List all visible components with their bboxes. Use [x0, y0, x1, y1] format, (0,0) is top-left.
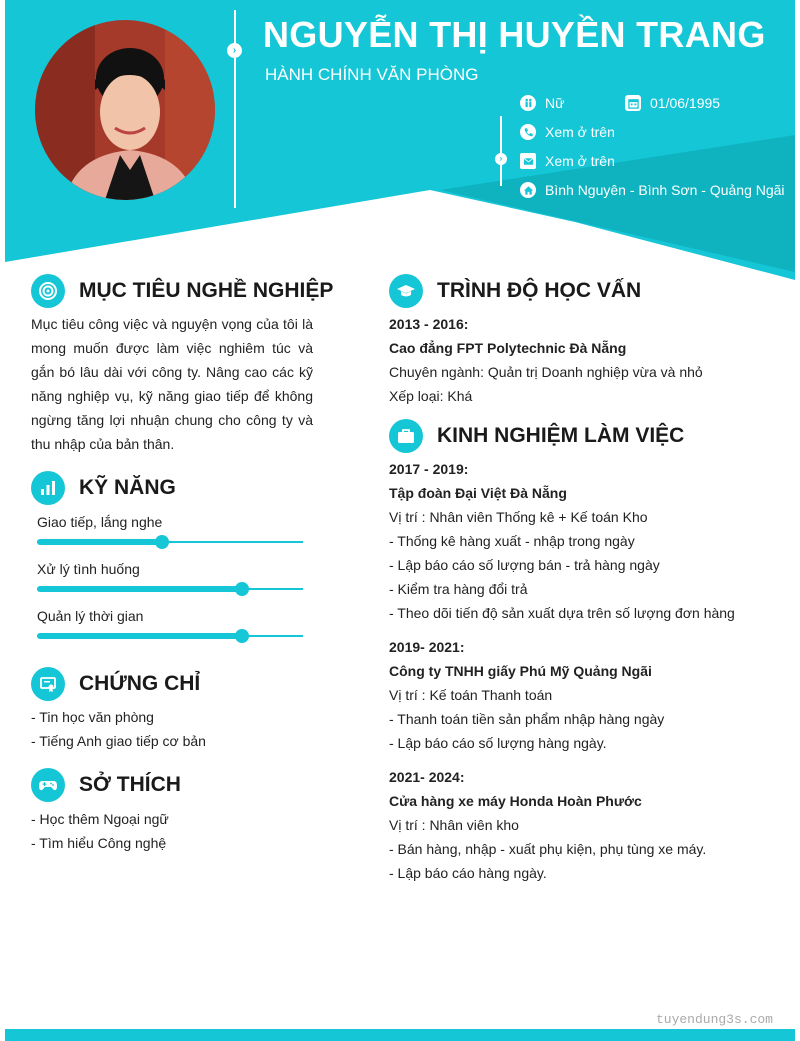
contact-divider-line: [500, 116, 502, 186]
bar-chart-icon: [31, 471, 65, 505]
skill-bar: [37, 541, 303, 543]
job-line: - Kiểm tra hàng đổi trả: [389, 581, 528, 597]
footer-bar: [5, 1029, 795, 1041]
hobby-item: - Học thêm Ngoại ngữ: [31, 811, 169, 827]
birthday-value: 01/06/1995: [650, 95, 721, 111]
certificates-section-header: [31, 667, 200, 701]
job-title: HÀNH CHÍNH VĂN PHÒNG: [265, 65, 479, 84]
candidate-name: NGUYỄN THỊ HUYỀN TRANG: [263, 14, 766, 55]
skills-section-header: [31, 471, 176, 505]
education-major: Chuyên ngành: Quản trị Doanh nghiệp vừa và nhỏ: [389, 364, 703, 380]
hobby-item: - Tìm hiểu Công nghệ: [31, 835, 167, 851]
experience-section-header: [389, 419, 684, 453]
education-section-header: [389, 274, 641, 308]
skill-bar-fill: [37, 539, 162, 545]
job-period: 2017 - 2019:: [389, 461, 469, 477]
contact-email: [520, 153, 615, 169]
certificate-icon: [31, 667, 65, 701]
objective-section-header: [31, 274, 333, 308]
job-company: Công ty TNHH giấy Phú Mỹ Quảng Ngãi: [389, 663, 652, 679]
skill-bar: [37, 588, 303, 590]
email-value: Xem ở trên: [545, 153, 615, 169]
skill-bar-knob: [155, 535, 169, 549]
job-line: Vị trí : Nhân viên Thống kê + Kế toán Kho: [389, 509, 648, 525]
education-school: Cao đẳng FPT Polytechnic Đà Nẵng: [389, 340, 627, 356]
experience-title: KINH NGHIỆM LÀM VIỆC: [437, 424, 685, 447]
profile-photo: [35, 20, 215, 200]
job-line: - Theo dõi tiến độ sản xuất dựa trên số lượng đơn hàng: [389, 605, 735, 621]
job-line: - Bán hàng, nhập - xuất phụ kiện, phụ tùng xe máy.: [389, 841, 707, 857]
certificate-item: - Tin học văn phòng: [31, 709, 154, 725]
chevron-right-icon: ›: [495, 153, 507, 165]
graduation-cap-icon: [389, 274, 423, 308]
hobbies-title: SỞ THÍCH: [79, 773, 181, 796]
email-icon: [520, 153, 536, 169]
education-title: TRÌNH ĐỘ HỌC VẤN: [437, 279, 642, 302]
skills-title: KỸ NĂNG: [79, 476, 176, 499]
skill-bar-fill: [37, 633, 242, 639]
gender-icon: [520, 95, 536, 111]
phone-value: Xem ở trên: [545, 124, 615, 140]
job-line: Vị trí : Kế toán Thanh toán: [389, 687, 553, 703]
skill-bar-knob: [235, 582, 249, 596]
objective-title: MỤC TIÊU NGHỀ NGHIỆP: [79, 279, 334, 302]
watermark: tuyendung3s.com: [655, 1012, 773, 1027]
address-value: Bình Nguyên - Bình Sơn - Quảng Ngãi: [545, 182, 785, 198]
education-period: 2013 - 2016:: [389, 316, 469, 332]
skill-label: Giao tiếp, lắng nghe: [37, 514, 163, 530]
job-line: - Lập báo cáo hàng ngày.: [389, 865, 547, 881]
job-line: Vị trí : Nhân viên kho: [389, 817, 519, 833]
objective-text: Mục tiêu công việc và nguyện vọng của tôi là mong muốn được làm việc nghiêm túc và gắn bó lâu dài với công ty. Nâng cao các kỹ năng nghiệp vụ, kỹ năng giao tiếp để không ngừng tăng lợi nhuận chung cho công ty và thu nhập của bản thân.: [31, 316, 313, 452]
hobbies-section-header: [31, 768, 181, 802]
job-line: - Lập báo cáo số lượng bán - trả hàng ngày: [389, 557, 660, 573]
target-icon: [31, 274, 65, 308]
job-period: 2019- 2021:: [389, 639, 465, 655]
job-line: - Thống kê hàng xuất - nhập trong ngày: [389, 533, 635, 549]
skill-label: Xử lý tình huống: [37, 561, 140, 577]
contact-phone: [520, 124, 615, 140]
gender-value: Nữ: [545, 95, 565, 111]
header-divider-line: [234, 10, 236, 208]
certificate-item: - Tiếng Anh giao tiếp cơ bản: [31, 733, 206, 749]
skill-label: Quản lý thời gian: [37, 608, 144, 624]
briefcase-icon: [389, 419, 423, 453]
skill-bar: [37, 635, 303, 637]
certificates-title: CHỨNG CHỈ: [79, 672, 201, 695]
contact-gender: [520, 95, 564, 111]
job-line: - Lập báo cáo số lượng hàng ngày.: [389, 735, 607, 751]
job-line: - Thanh toán tiền sản phẩm nhập hàng ngày: [389, 711, 665, 727]
contact-address: [520, 182, 785, 198]
gamepad-icon: [31, 768, 65, 802]
chevron-right-icon: ›: [227, 43, 242, 58]
job-period: 2021- 2024:: [389, 769, 465, 785]
skill-bar-fill: [37, 586, 242, 592]
job-company: Tập đoàn Đại Việt Đà Nẵng: [389, 485, 567, 501]
education-rank: Xếp loại: Khá: [389, 388, 473, 404]
home-icon: [520, 182, 536, 198]
contact-birthday: [625, 95, 720, 111]
job-company: Cửa hàng xe máy Honda Hoàn Phước: [389, 793, 642, 809]
phone-icon: [520, 124, 536, 140]
skill-bar-knob: [235, 629, 249, 643]
calendar-icon: [625, 95, 641, 111]
